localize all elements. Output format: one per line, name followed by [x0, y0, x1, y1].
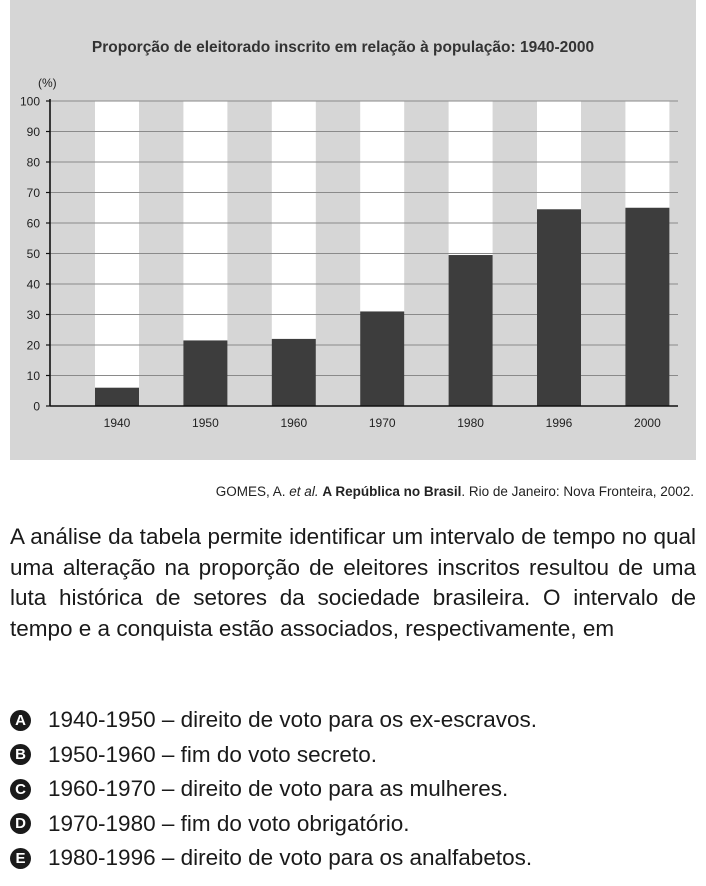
- x-tick-label-1940: 1940: [103, 416, 131, 430]
- x-tick-label-1980: 1980: [457, 416, 484, 430]
- question-text: A análise da tabela permite identificar um intervalo de tempo no qual uma alteração na proporção de eleitores inscritos resultou de uma luta histórica de setores da sociedade brasileira. O intervalo de tempo e a conquista estão associados, respectivamente, em: [10, 524, 696, 641]
- option-e-letter: E: [10, 848, 31, 869]
- bar-1996: [537, 209, 581, 406]
- x-tick-label-1960: 1960: [280, 416, 308, 430]
- y-tick-label-90: 90: [26, 125, 40, 139]
- y-tick-label-70: 70: [26, 186, 40, 200]
- option-d-text: 1970-1980 – fim do voto obrigatório.: [48, 810, 410, 836]
- y-tick-label-10: 10: [26, 369, 40, 383]
- option-a-letter: A: [10, 710, 31, 731]
- y-tick-label-50: 50: [26, 247, 40, 261]
- option-e-text: 1980-1996 – direito de voto para os analfabetos.: [48, 845, 533, 871]
- bar-1980: [449, 255, 493, 406]
- y-tick-label-20: 20: [26, 338, 40, 353]
- chart-panel: [10, 0, 696, 460]
- bar-1960: [272, 339, 316, 406]
- y-tick-label-30: 30: [26, 308, 40, 322]
- x-tick-label-2000: 2000: [634, 416, 661, 430]
- y-tick-label-100: 100: [19, 94, 40, 109]
- option-d-letter: D: [10, 813, 31, 834]
- chart-title: Proporção de eleitorado inscrito em relação à população: 1940-2000: [91, 39, 595, 56]
- source-rest: . Rio de Janeiro: Nova Fronteira, 2002.: [461, 484, 694, 499]
- y-tick-label-0: 0: [33, 399, 40, 414]
- option-d[interactable]: [10, 807, 700, 842]
- bar-chart: [10, 0, 696, 460]
- option-c-text: 1960-1970 – direito de voto para as mulheres.: [48, 776, 509, 802]
- bar-2000: [625, 208, 669, 406]
- x-tick-label-1970: 1970: [368, 416, 396, 430]
- source-book-title: A República no Brasil: [322, 484, 462, 499]
- y-axis-unit: (%): [38, 76, 57, 90]
- option-c-letter: C: [10, 779, 31, 800]
- bar-1940: [95, 388, 139, 406]
- option-a-text: 1940-1950 – direito de voto para os ex-escravos.: [48, 707, 538, 733]
- y-tick-label-40: 40: [26, 277, 40, 292]
- option-b[interactable]: [10, 738, 700, 773]
- answer-options: [10, 703, 700, 876]
- source-citation: [216, 484, 694, 499]
- x-tick-label-1950: 1950: [192, 416, 219, 430]
- y-tick-label-60: 60: [26, 216, 40, 231]
- bar-1970: [360, 311, 404, 406]
- x-tick-label-1996: 1996: [545, 416, 573, 430]
- option-a[interactable]: [10, 703, 700, 738]
- source-etal: et al.: [289, 484, 319, 499]
- option-c[interactable]: [10, 772, 700, 807]
- y-tick-label-80: 80: [26, 155, 40, 170]
- option-b-letter: B: [10, 744, 31, 765]
- option-b-text: 1950-1960 – fim do voto secreto.: [48, 741, 377, 767]
- bar-1950: [183, 340, 227, 406]
- option-e[interactable]: [10, 841, 700, 876]
- source-author: GOMES, A.: [215, 484, 286, 499]
